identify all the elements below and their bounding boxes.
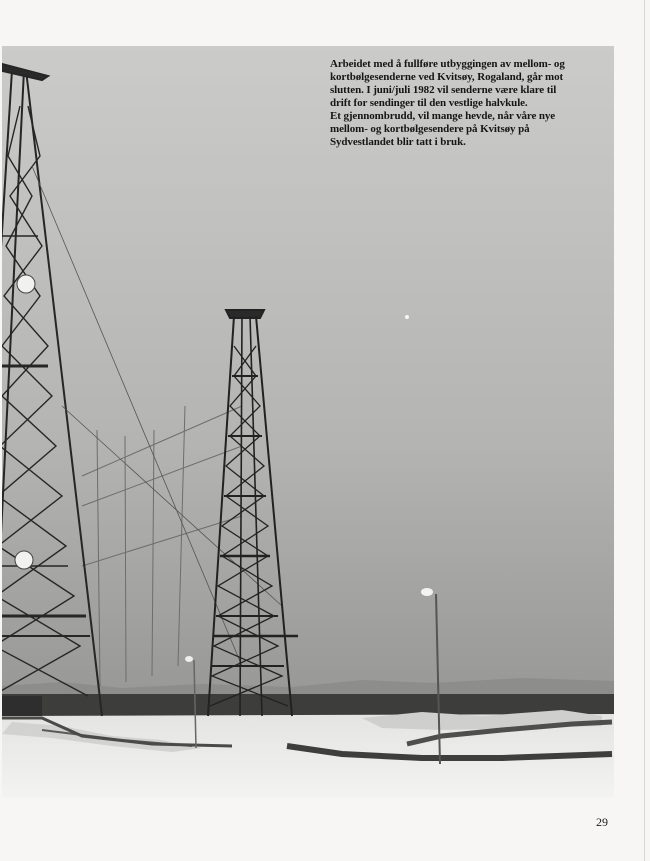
caption-line: mellom- og kortbølgesendere på Kvitsøy på: [330, 123, 530, 135]
page-edge: [644, 0, 645, 861]
caption-line: Sydvestlandet blir tatt i bruk.: [330, 136, 466, 148]
transmitter-photo: [2, 46, 614, 798]
page-number: 29: [596, 815, 608, 829]
photo-caption: [330, 58, 610, 149]
caption-line: Et gjennombrudd, vil mange hevde, når våre nye: [330, 110, 556, 122]
caption-line: slutten. I juni/juli 1982 vil senderne være klare til: [330, 84, 557, 96]
caption-line: kortbølgesenderne ved Kvitsøy, Rogaland, går mot: [330, 71, 564, 83]
photo-illustration: [2, 46, 614, 798]
caption-line: drift for sendinger til den vestlige halvkule.: [330, 97, 528, 109]
caption-line: Arbeidet med å fullføre utbyggingen av mellom- og: [330, 58, 565, 70]
